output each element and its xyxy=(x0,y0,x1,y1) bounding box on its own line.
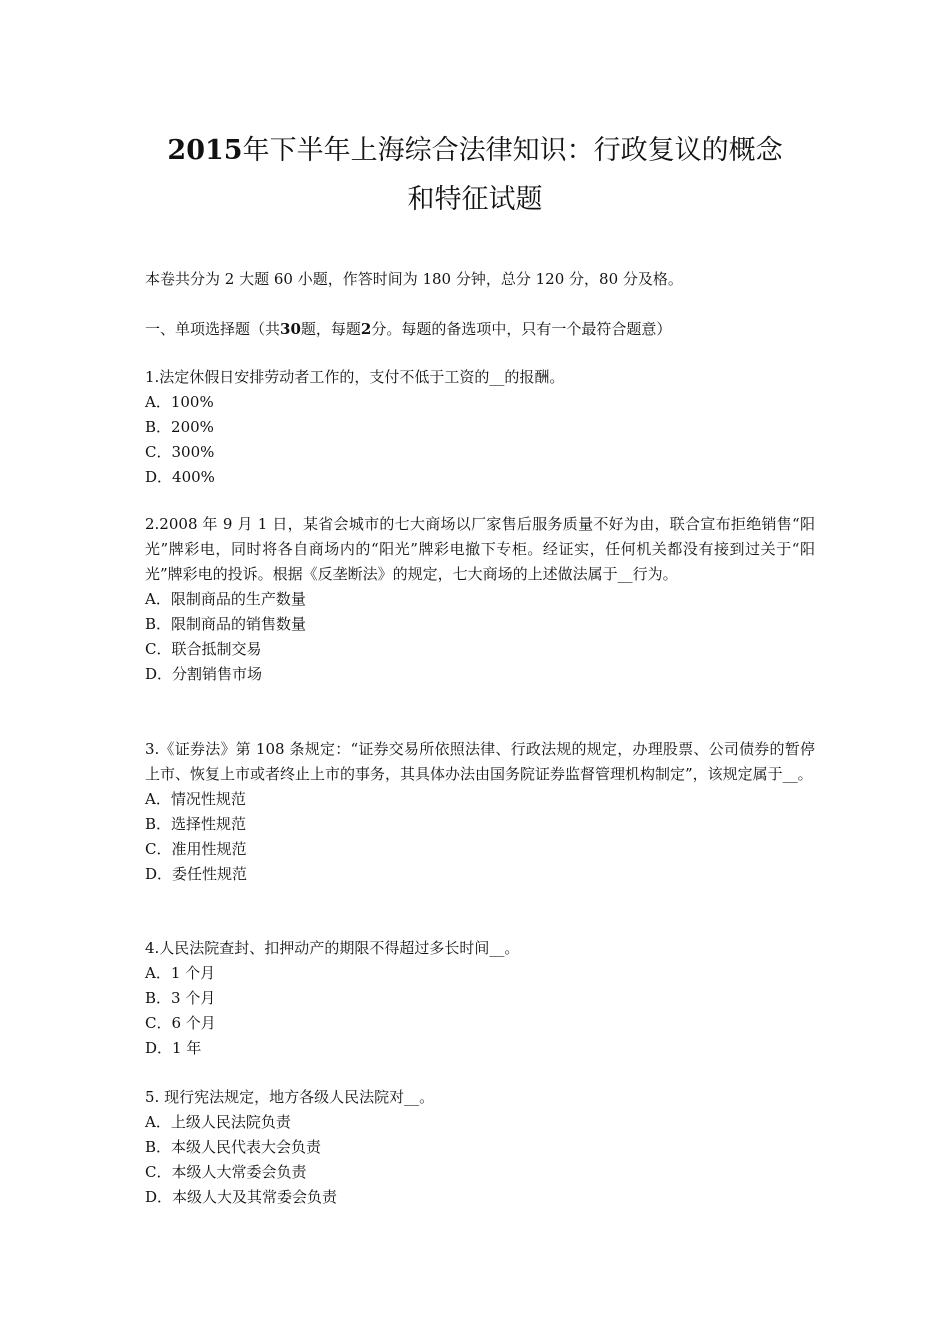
question-3 xyxy=(145,737,815,887)
option-d: D．400% xyxy=(145,468,215,486)
option-d: D．1 年 xyxy=(145,1039,202,1057)
option-c: C．本级人大常委会负责 xyxy=(145,1163,307,1181)
question-stem: 3.《证券法》第 108 条规定：“证券交易所依照法律、行政法规的规定，办理股票、公司债券的暂停上市、恢复上市或者终止上市的事务，其具体办法由国务院证券监督管理机构制定”，该规定属于__。 xyxy=(145,740,815,783)
option-b: B．3 个月 xyxy=(145,989,216,1007)
option-c: C．6 个月 xyxy=(145,1014,216,1032)
option-c: C．300% xyxy=(145,443,215,461)
option-b: B．200% xyxy=(145,418,214,436)
question-stem: 1.法定休假日安排劳动者工作的，支付不低于工资的__的报酬。 xyxy=(145,368,565,386)
question-1 xyxy=(145,365,815,490)
question-5 xyxy=(145,1085,815,1210)
option-a: A．1 个月 xyxy=(145,964,216,982)
option-b: B．本级人民代表大会负责 xyxy=(145,1138,322,1156)
section-points: 2 xyxy=(360,320,372,338)
section-count: 30 xyxy=(280,320,301,338)
option-a: A．情况性规范 xyxy=(145,790,246,808)
question-2 xyxy=(145,512,815,687)
page-title xyxy=(100,123,850,179)
option-d: D．分割销售市场 xyxy=(145,665,263,683)
question-stem: 4.人民法院查封、扣押动产的期限不得超过多长时间__。 xyxy=(145,939,520,957)
option-d: D．委任性规范 xyxy=(145,865,248,883)
option-c: C．准用性规范 xyxy=(145,840,247,858)
question-stem: 2.2008 年 9 月 1 日，某省会城市的七大商场以厂家售后服务质量不好为由，联合宣布拒绝销售“阳光”牌彩电，同时将各自商场内的“阳光”牌彩电撤下专柜。经证实，任何机关都没有接到过关于“阳光”牌彩电的投诉。根据《反垄断法》的规定，七大商场的上述做法属于__行为。 xyxy=(145,515,815,583)
option-a: A．限制商品的生产数量 xyxy=(145,590,306,608)
exam-intro: 本卷共分为 2 大题 60 小题，作答时间为 180 分钟，总分 120 分，80 分及格。 xyxy=(145,270,683,288)
option-b: B．限制商品的销售数量 xyxy=(145,615,307,633)
page-title-line2: 和特征试题 xyxy=(407,184,543,215)
section-prefix: 一、单项选择题（共 xyxy=(145,320,281,338)
option-a: A．上级人民法院负责 xyxy=(145,1113,291,1131)
title-year: 2015 xyxy=(167,135,243,166)
section-mid: 题，每题 xyxy=(300,320,361,338)
option-d: D．本级人大及其常委会负责 xyxy=(145,1188,338,1206)
section-suffix: 分。每题的备选项中，只有一个最符合题意） xyxy=(371,320,672,338)
section-heading xyxy=(145,318,671,340)
question-stem: 5. 现行宪法规定，地方各级人民法院对__。 xyxy=(145,1088,435,1106)
option-b: B．选择性规范 xyxy=(145,815,247,833)
option-a: A．100% xyxy=(145,393,214,411)
question-4 xyxy=(145,936,815,1061)
option-c: C．联合抵制交易 xyxy=(145,640,262,658)
title-text: 年下半年上海综合法律知识：行政复议的概念 xyxy=(242,135,783,166)
